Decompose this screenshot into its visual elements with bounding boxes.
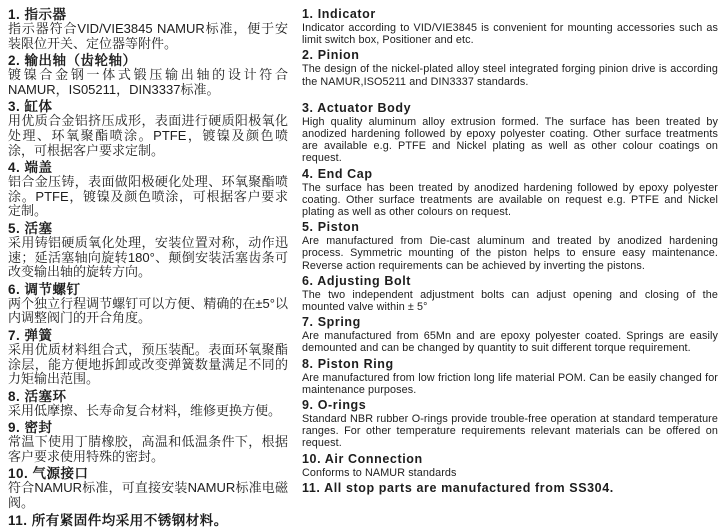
- section-en-5: [302, 220, 718, 272]
- section-heading-zh-11: 11. 所有紧固件均采用不锈钢材料。: [8, 512, 228, 528]
- section-body-zh-4: 铝合金压铸，表面做阳极硬化处理、环氧聚酯喷涂。PTFE，镀镍及颜色喷涂，可根据客户要求定制。: [8, 174, 288, 219]
- section-heading-zh-2: 2. 输出轴（齿轮轴）: [8, 53, 137, 69]
- section-en-9: [302, 398, 718, 450]
- section-heading-en-5: 5. Piston: [302, 220, 360, 235]
- section-body-zh-7: 采用优质材料组合式，预压装配。表面环氧聚酯涂层，能方便地拆卸或改变弹簧数量满足不同的力矩输出范围。: [8, 341, 288, 387]
- section-body-zh-6: 两个独立行程调节螺钉可以方便、精确的在±5°以内调整阀门的开合角度。: [8, 295, 288, 326]
- section-en-11: [302, 481, 718, 495]
- section-en-3: [302, 101, 718, 165]
- section-body-zh-8: 采用低摩擦、长寿命复合材料，维修更换方便。: [8, 402, 282, 418]
- section-body-en-10: Conforms to NAMUR standards: [302, 466, 457, 479]
- section-zh-1: [8, 7, 288, 51]
- section-zh-2: [8, 53, 288, 97]
- section-body-zh-5: 采用铸铝硬质氧化处理，安装位置对称，动作迅速；延活塞轴向旋转180°、颠倒安装活塞齿条可改变输出轴的旋转方向。: [8, 234, 288, 280]
- section-body-en-8: Are manufactured from low friction long life material POM. Can be easily changed for maintenance purposes.: [302, 371, 718, 396]
- section-en-6: [302, 274, 718, 313]
- section-body-zh-3: 用优质合金铝挤压成形，表面进行硬质阳极氧化处理、环氧聚酯喷涂。PTFE，镀镍及颜色喷涂，可根据客户要求定制。: [8, 113, 288, 158]
- section-heading-zh-8: 8. 活塞环: [8, 388, 67, 404]
- section-zh-7: [8, 328, 288, 387]
- section-body-en-5: Are manufactured from Die-cast aluminum and treated by anodized hardening process. Symmetric mounting of the piston helps to ensure easy maintenance. Reverse action requirements can be achieved by inverting the pistons.: [302, 235, 718, 272]
- section-body-en-3: High quality aluminum alloy extrusion formed. The surface has been treated by anodized hardening followed by epoxy polyester coating. Other surface treatments are available e.g. PTFE and Nickel plating as well as other colour coatings on request.: [302, 115, 718, 165]
- section-heading-zh-4: 4. 端盖: [8, 160, 53, 176]
- section-heading-zh-6: 6. 调节螺钉: [8, 281, 81, 297]
- section-heading-en-7: 7. Spring: [302, 315, 361, 330]
- section-zh-10: [8, 466, 288, 510]
- section-body-en-9: Standard NBR rubber O-rings provide trouble-free operation at standard temperature ranges. For other temperature requirements relevant materials can be offered on request.: [302, 413, 718, 450]
- section-heading-zh-10: 10. 气源接口: [8, 466, 89, 482]
- section-zh-4: [8, 160, 288, 219]
- section-en-2: [302, 48, 718, 87]
- section-body-en-2: The design of the nickel-plated alloy steel integrated forging pinion drive is according the NAMUR,ISO5211 and DIN3337 standards.: [302, 63, 718, 88]
- section-body-en-6: The two independent adjustment bolts can adjust opening and closing of the mounted valve within ± 5°: [302, 288, 718, 314]
- section-body-en-7: Are manufactured from 65Mn and are epoxy polyester coated. Springs are easily demounted and can be changed by quantity to suit different torque requirement.: [302, 330, 718, 355]
- section-heading-en-10: 10. Air Connection: [302, 451, 423, 466]
- section-heading-zh-7: 7. 弹簧: [8, 327, 53, 343]
- section-heading-zh-1: 1. 指示器: [8, 7, 67, 22]
- section-heading-en-2: 2. Pinion: [302, 48, 360, 63]
- section-body-en-4: The surface has been treated by anodized hardening followed by epoxy polyester coating. Other surface treatments are available on request e.g. PTFE and Nickel plating as well as other colours on request.: [302, 181, 718, 219]
- section-en-8: [302, 357, 718, 396]
- section-heading-en-11: 11. All stop parts are manufactured from SS304.: [302, 480, 614, 495]
- section-zh-3: [8, 99, 288, 158]
- section-zh-11: [8, 513, 288, 528]
- section-zh-8: [8, 389, 288, 419]
- section-body-zh-9: 常温下使用丁腈橡胶，高温和低温条件下，根据客户要求使用特殊的密封。: [8, 434, 288, 464]
- section-heading-en-3: 3. Actuator Body: [302, 100, 412, 115]
- section-en-4: [302, 167, 718, 219]
- section-heading-en-8: 8. Piston Ring: [302, 356, 394, 371]
- section-body-zh-2: 镀镍合金钢一体式锻压输出轴的设计符合NAMUR，IS05211，DIN3337标准。: [8, 67, 288, 97]
- section-heading-en-6: 6. Adjusting Bolt: [302, 273, 412, 288]
- section-zh-9: [8, 420, 288, 464]
- section-heading-zh-5: 5. 活塞: [8, 220, 53, 236]
- section-en-10: [302, 452, 718, 479]
- section-en-1: [302, 7, 718, 46]
- section-heading-en-4: 4. End Cap: [302, 166, 373, 181]
- section-body-en-1: Indicator according to VID/VIE3845 is convenient for mounting accessories such as limit switch box, Positioner and etc.: [302, 22, 718, 47]
- section-body-zh-1: 指示器符合VID/VIE3845 NAMUR标准，便于安装限位开关、定位器等附件。: [8, 21, 288, 51]
- section-heading-en-1: 1. Indicator: [302, 7, 376, 21]
- section-body-zh-10: 符合NAMUR标准，可直接安装NAMUR标准电磁阀。: [8, 480, 288, 511]
- english-column: [302, 5, 718, 530]
- section-en-7: [302, 315, 718, 354]
- chinese-column: [8, 5, 288, 530]
- section-zh-5: [8, 221, 288, 280]
- section-heading-zh-9: 9. 密封: [8, 420, 53, 436]
- section-heading-zh-3: 3. 缸体: [8, 99, 53, 115]
- section-zh-6: [8, 282, 288, 326]
- section-heading-en-9: 9. O-rings: [302, 398, 367, 413]
